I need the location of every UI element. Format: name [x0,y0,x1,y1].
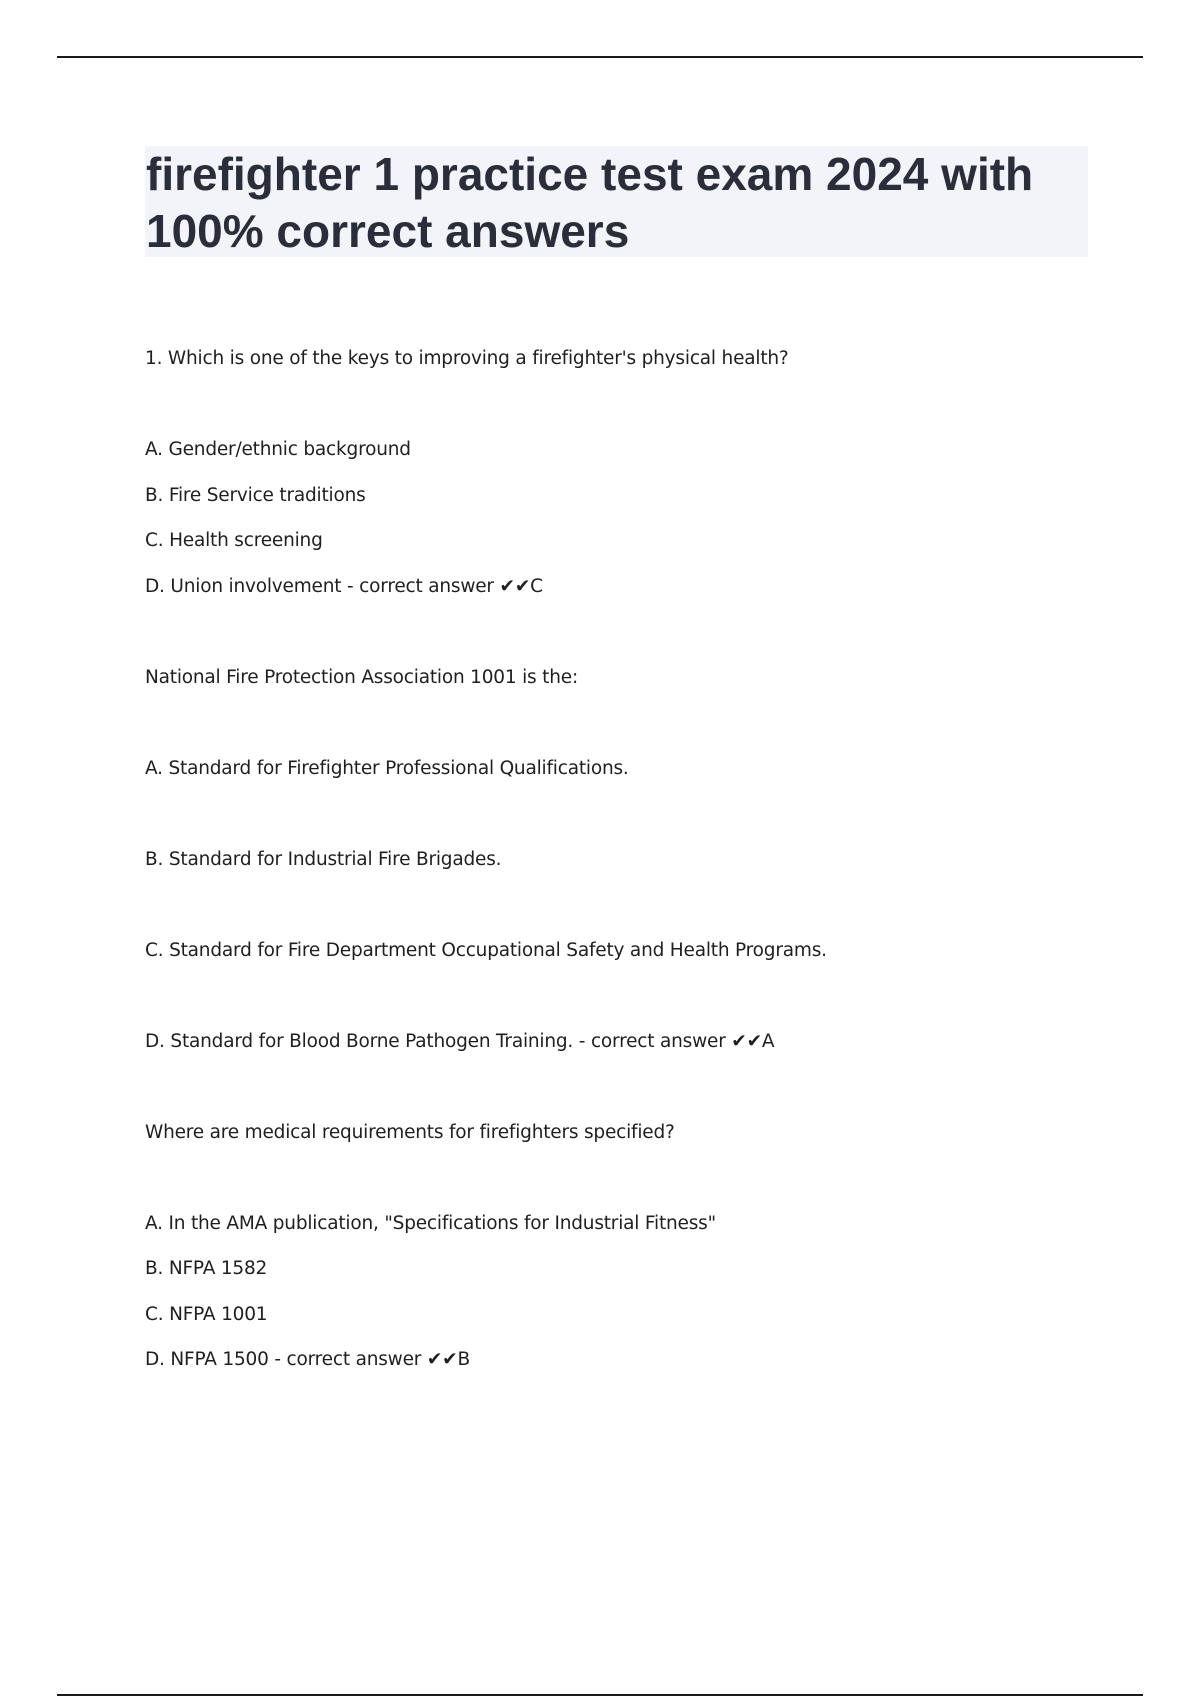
document-title: firefighter 1 practice test exam 2024 with 100% correct answers [146,148,1034,257]
answer-option: B. NFPA 1582 [145,1258,268,1279]
question-text: Where are medical requirements for firefighters specified? [145,1122,675,1143]
answer-option: C. NFPA 1001 [145,1304,268,1325]
answer-option: B. Standard for Industrial Fire Brigades. [145,849,502,870]
answer-option: C. Standard for Fire Department Occupational Safety and Health Programs. [145,940,827,961]
answer-option-with-correct-answer: D. Union involvement - correct answer ✔✔C [145,576,543,597]
answer-option-with-correct-answer: D. Standard for Blood Borne Pathogen Training. - correct answer ✔✔A [145,1031,775,1052]
answer-option: A. Standard for Firefighter Professional Qualifications. [145,758,629,779]
footer-rule [57,1694,1143,1696]
answer-option: A. Gender/ethnic background [145,439,411,460]
answer-option-with-correct-answer: D. NFPA 1500 - correct answer ✔✔B [145,1349,470,1370]
answer-option: C. Health screening [145,530,323,551]
title-block [145,146,1088,257]
answer-option: A. In the AMA publication, "Specifications for Industrial Fitness" [145,1213,716,1234]
question-text: National Fire Protection Association 1001 is the: [145,667,578,688]
answer-option: B. Fire Service traditions [145,485,366,506]
question-text: 1. Which is one of the keys to improving a firefighter's physical health? [145,348,789,369]
header-rule [57,56,1143,58]
